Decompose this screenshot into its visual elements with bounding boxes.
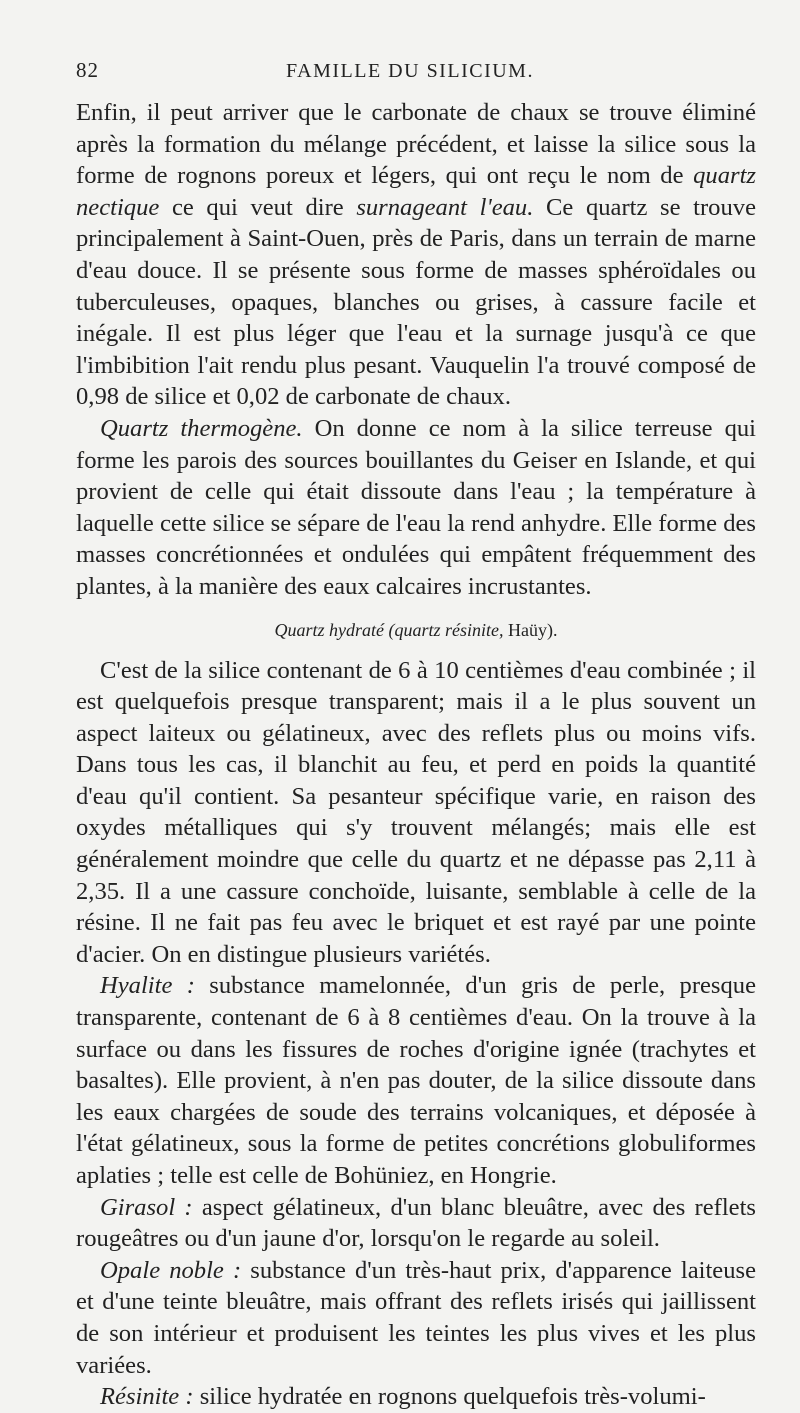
- term-surnageant: surnageant l'eau.: [356, 193, 534, 221]
- paragraph-quartz-nectique: Enfin, il peut arriver que le carbonate de chaux se trouve éliminé après la formation du mélange précédent, et laisse la silice sous la forme de rognons poreux et légers, qui ont reçu le nom de quartz nectique ce qui veut dire surnageant l'eau. Ce quartz se trouve principalement à Saint-Ouen, près de Paris, dans un terrain de marne d'eau douce. Il se présente sous forme de masses sphéroïdales ou tuberculeuses, opaques, blanches ou grises, à cassure facile et inégale. Il est plus léger que l'eau et la surnage jusqu'à ce que l'imbibition l'ait rendu plus pesant. Vauquelin l'a trouvé composé de 0,98 de silice et 0,02 de carbonate de chaux.: [76, 99, 756, 411]
- term-girasol: Girasol :: [100, 1193, 193, 1221]
- running-title: FAMILLE DU SILICIUM.: [286, 60, 534, 82]
- term-resinite: Résinite :: [100, 1383, 194, 1411]
- page-header: [76, 58, 756, 83]
- paragraph-quartz-thermogene: Quartz thermogène. On donne ce nom à la silice terreuse qui forme les parois des sources bouillantes du Geiser en Islande, et qui provient de celle qui était dissoute dans l'eau ; la température à laquelle cette silice se sépare de l'eau la rend anhydre. Elle forme des masses concrétionnées et ondulées qui empâtent fréquemment des plantes, à la manière des eaux calcaires incrustantes.: [76, 414, 757, 600]
- term-quartz-thermogene: Quartz thermogène.: [100, 414, 303, 442]
- term-quartz-nectique: quartz nectique: [76, 162, 756, 221]
- paragraph-opale-noble: Opale noble : substance d'un très-haut prix, d'apparence laiteuse et d'une teinte bleuâtre, mais offrant des reflets irisés qui jaillissent de son intérieur et produisent les teintes les plus vives et les plus variées.: [76, 1256, 756, 1379]
- paragraph-girasol: Girasol : aspect gélatineux, d'un blanc bleuâtre, avec des reflets rougeâtres ou d'un jaune d'or, lorsqu'on le regarde au soleil.: [76, 1193, 756, 1253]
- section-heading-quartz-hydrate: Quartz hydraté (quartz résinite, Haüy).: [274, 619, 558, 640]
- paragraph-hyalite: Hyalite : substance mamelonnée, d'un gris de perle, presque transparente, contenant de 6 à 8 centièmes d'eau. On la trouve à la surface ou dans les fissures de roches d'origine ignée (trachytes et basaltes). Elle provient, à n'en pas douter, de la silice dissoute dans les eaux chargées de soude des terrains volcaniques, et déposée à l'état gélatineux, sous la forme de petites concrétions globuliformes aplaties ; telle est celle de Bohüniez, en Hongrie.: [76, 972, 757, 1189]
- paragraph-resinite: Résinite : silice hydratée en rognons quelquefois très-volumi-: [100, 1383, 706, 1411]
- page-number: 82: [76, 58, 99, 82]
- paragraph-quartz-hydrate: C'est de la silice contenant de 6 à 10 centièmes d'eau combinée ; il est quelquefois presque transparent; mais il a le plus souvent un aspect laiteux ou gélatineux, avec des reflets plus ou moins vifs. Dans tous les cas, il blanchit au feu, et perd en poids la quantité d'eau qu'il contient. Sa pesanteur spécifique varie, en raison des oxydes métalliques qui s'y trouvent mélangés; mais elle est généralement moindre que celle du quartz et ne dépasse pas 2,11 à 2,35. Il a une cassure conchoïde, luisante, semblable à celle de la résine. Il ne fait pas feu avec le briquet et est rayé par une pointe d'acier. On en distingue plusieurs variétés.: [76, 656, 756, 968]
- term-hyalite: Hyalite :: [100, 972, 195, 1000]
- term-opale-noble: Opale noble :: [100, 1256, 242, 1284]
